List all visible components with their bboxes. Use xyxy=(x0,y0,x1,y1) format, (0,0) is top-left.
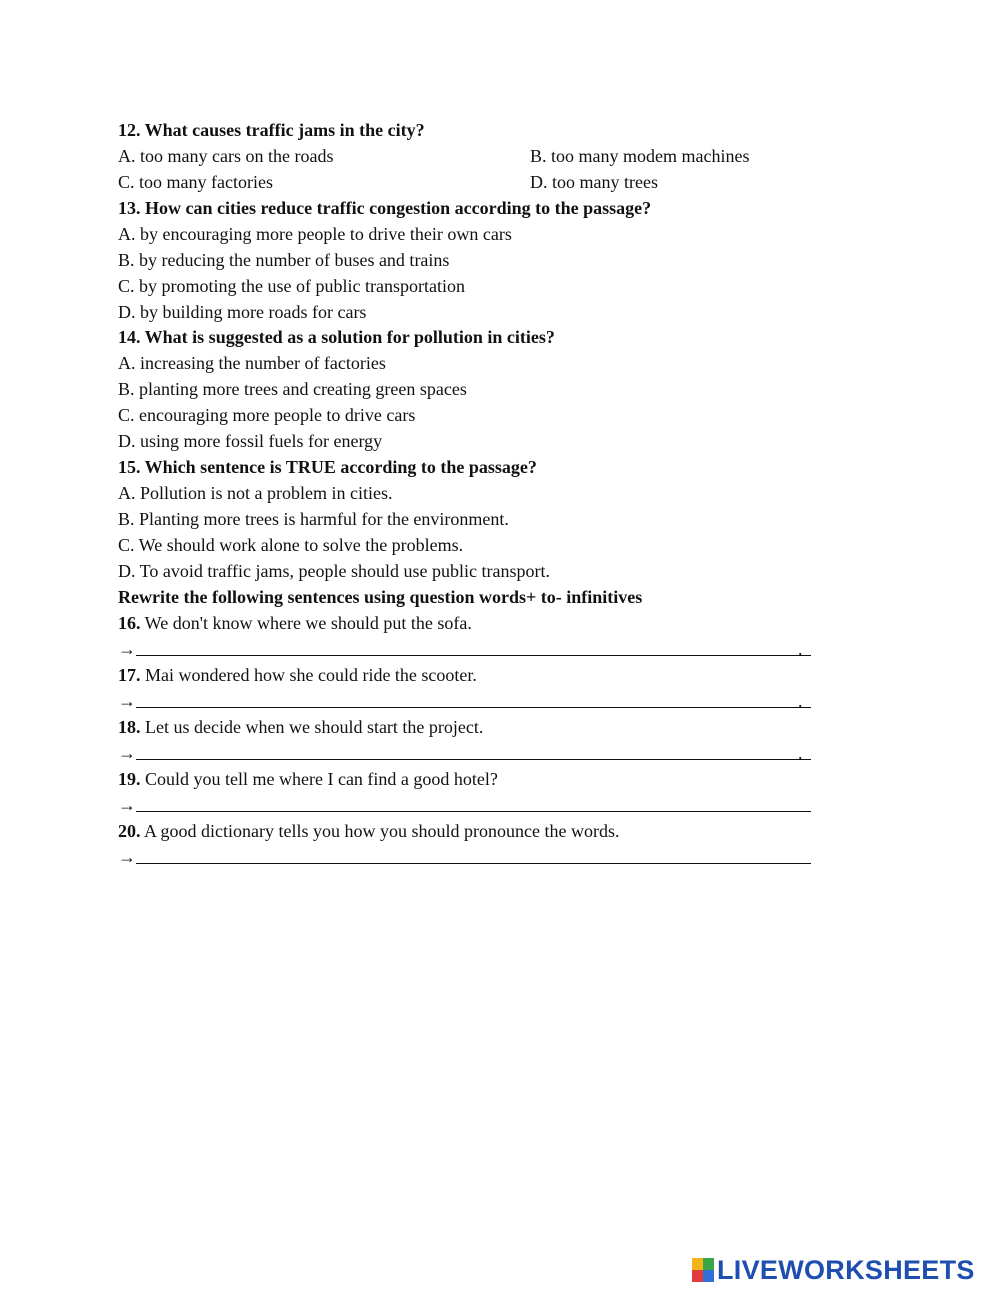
q12-option-b: B. too many modem machines xyxy=(530,146,750,166)
logo-mark-icon xyxy=(692,1258,714,1282)
rewrite-item-18 xyxy=(118,716,483,738)
question-14: 14. What is suggested as a solution for pollution in cities? xyxy=(118,327,555,347)
end-period: . xyxy=(798,691,803,711)
liveworksheets-logo xyxy=(692,1255,975,1285)
q12-option-c: C. too many factories xyxy=(118,172,273,192)
logo-tile xyxy=(703,1258,714,1270)
item-number: 20. xyxy=(118,821,141,841)
rewrite-item-17 xyxy=(118,664,477,686)
question-15: 15. Which sentence is TRUE according to the passage? xyxy=(118,457,537,477)
logo-text: LIVEWORKSHEETS xyxy=(717,1254,975,1285)
item-sentence: Could you tell me where I can find a good hotel? xyxy=(140,769,498,789)
item-sentence: Let us decide when we should start the project. xyxy=(140,717,484,737)
q15-option-b: B. Planting more trees is harmful for the environment. xyxy=(118,509,509,529)
arrow-icon: → xyxy=(118,639,136,659)
item-number: 17. xyxy=(118,665,141,685)
q12-option-a: A. too many cars on the roads xyxy=(118,146,334,166)
item-sentence: A good dictionary tells you how you should pronounce the words. xyxy=(140,821,620,841)
end-period: . xyxy=(798,639,803,659)
q14-option-a: A. increasing the number of factories xyxy=(118,353,386,373)
q13-option-d: D. by building more roads for cars xyxy=(118,302,367,322)
answer-blank[interactable] xyxy=(136,811,811,812)
answer-line-16[interactable] xyxy=(118,638,808,660)
end-period: . xyxy=(798,743,803,763)
answer-line-18[interactable] xyxy=(118,742,808,764)
answer-line-17[interactable] xyxy=(118,690,808,712)
answer-blank[interactable] xyxy=(136,707,811,708)
logo-tile xyxy=(692,1270,703,1282)
item-number: 18. xyxy=(118,717,141,737)
q14-option-b: B. planting more trees and creating green spaces xyxy=(118,379,467,399)
q14-option-d: D. using more fossil fuels for energy xyxy=(118,431,383,451)
answer-blank[interactable] xyxy=(136,655,811,656)
item-sentence: We don't know where we should put the sofa. xyxy=(140,613,472,633)
rewrite-item-20 xyxy=(118,820,619,842)
q14-option-c: C. encouraging more people to drive cars xyxy=(118,405,416,425)
answer-blank[interactable] xyxy=(136,759,811,760)
question-12: 12. What causes traffic jams in the city? xyxy=(118,120,425,140)
answer-line-19[interactable] xyxy=(118,794,808,816)
question-13: 13. How can cities reduce traffic congestion according to the passage? xyxy=(118,198,652,218)
rewrite-heading: Rewrite the following sentences using question words+ to- infinitives xyxy=(118,587,643,607)
arrow-icon: → xyxy=(118,743,136,763)
item-number: 19. xyxy=(118,769,141,789)
logo-tile xyxy=(703,1270,714,1282)
answer-blank[interactable] xyxy=(136,863,811,864)
q15-option-d: D. To avoid traffic jams, people should use public transport. xyxy=(118,561,550,581)
item-sentence: Mai wondered how she could ride the scooter. xyxy=(140,665,477,685)
q13-option-b: B. by reducing the number of buses and trains xyxy=(118,250,450,270)
answer-line-20[interactable] xyxy=(118,846,808,868)
logo-tile xyxy=(692,1258,703,1270)
q13-option-a: A. by encouraging more people to drive their own cars xyxy=(118,224,512,244)
q15-option-a: A. Pollution is not a problem in cities. xyxy=(118,483,393,503)
item-number: 16. xyxy=(118,613,141,633)
arrow-icon: → xyxy=(118,847,136,867)
rewrite-item-19 xyxy=(118,768,498,790)
arrow-icon: → xyxy=(118,795,136,815)
q15-option-c: C. We should work alone to solve the problems. xyxy=(118,535,464,555)
q12-option-d: D. too many trees xyxy=(530,172,658,192)
q13-option-c: C. by promoting the use of public transportation xyxy=(118,276,465,296)
arrow-icon: → xyxy=(118,691,136,711)
rewrite-item-16 xyxy=(118,612,472,634)
